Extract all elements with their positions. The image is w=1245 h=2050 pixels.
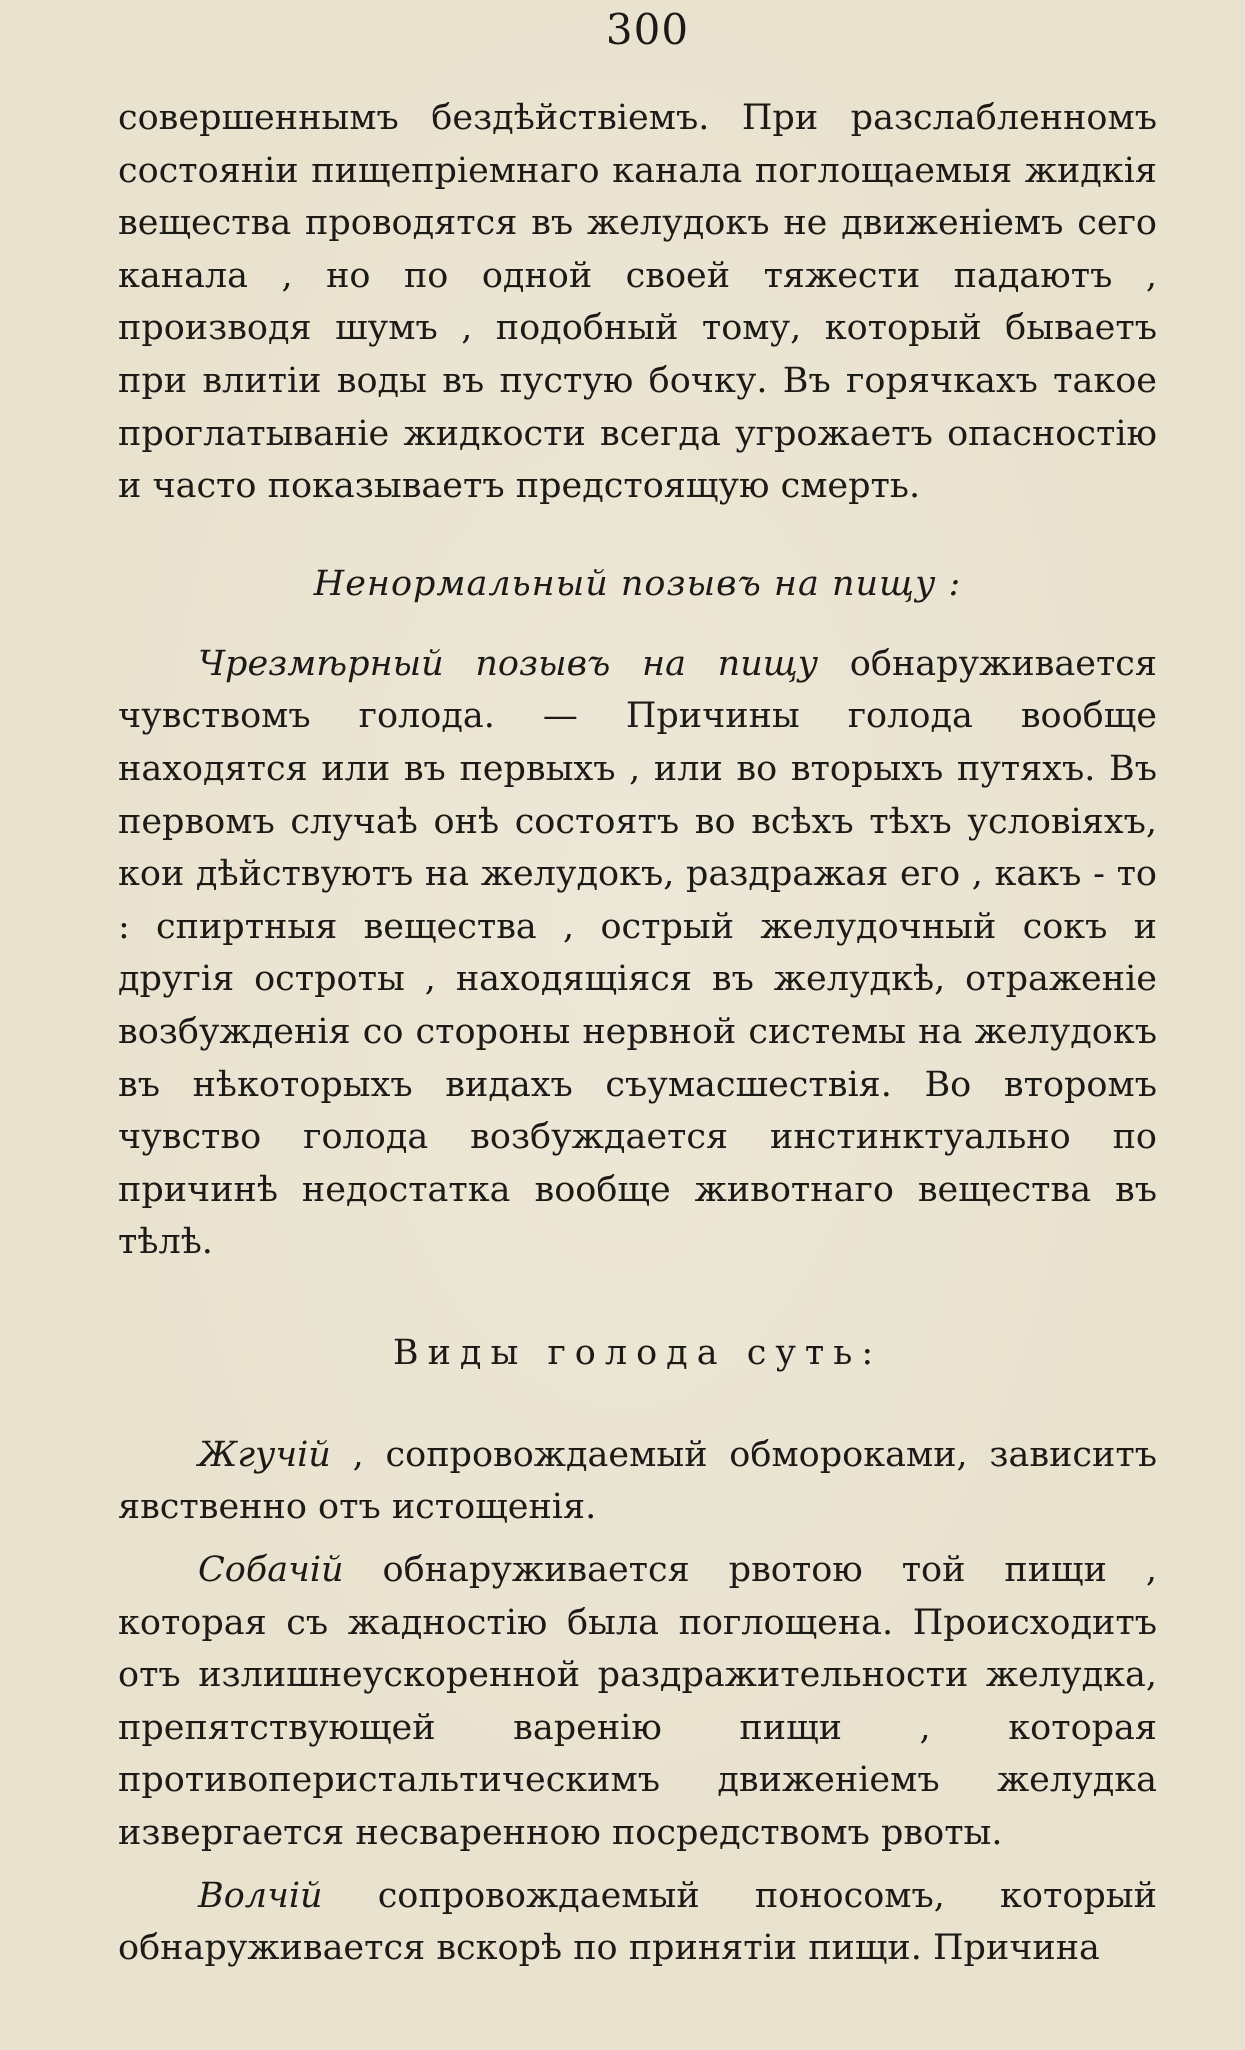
paragraph-swallowing: совершеннымъ бездѣйствіемъ. При разслабленномъ состояніи пищепріемнаго канала поглощаемыя жидкія вещества проводятся въ желудокъ не движеніемъ сего канала , но по одной своей тяжести падаютъ , производя шумъ , подобный тому, который бываетъ при влитіи воды въ пустую бочку. Въ горячкахъ такое проглатываніе жидкости всегда угрожаетъ опасностію и часто показываетъ предстоящую смерть.	[118, 98, 1157, 507]
paragraph-canine-hunger-text: обнаруживается рвотою той пищи , которая съ жадностію была поглощена. Происходитъ отъ излишнеускоренной раздражительности желудка, препятствующей варенію пищи , которая противоперистальтическимъ движеніемъ желудка извергается несваренною посредствомъ рвоты.	[118, 1550, 1157, 1854]
page-body	[118, 92, 1157, 1975]
term-canine-hunger: Собачій	[198, 1550, 344, 1591]
paragraph-wolf-hunger-text: сопровождаемый поносомъ, который обнаруживается вскорѣ по принятіи пищи. Причина	[118, 1875, 1157, 1969]
term-excessive-appetite: Чрезмѣрный позывъ на пищу	[198, 643, 819, 684]
paragraph-excessive-appetite-text: обнаруживается чувствомъ голода. — Причины голода вообще находятся или въ первыхъ , или во вторыхъ путяхъ. Въ первомъ случаѣ онѣ состоятъ во всѣхъ тѣхъ условіяхъ, кои дѣйствуютъ на желудокъ, раздражая его , какъ - то : спиртныя вещества , острый желудочный сокъ и другія остроты , находящіяся въ желудкѣ, отраженіе возбужденія со стороны нервной системы на желудокъ въ нѣкоторыхъ видахъ съумасшествія. Во второмъ чувство голода возбуждается инстинктуально по причинѣ недостатка вообще животнаго вещества въ тѣлѣ.	[118, 643, 1157, 1263]
paragraph-excessive-appetite	[118, 638, 1157, 1269]
paragraph-burning-hunger	[118, 1429, 1157, 1534]
paragraph-wolf-hunger	[118, 1870, 1157, 1975]
page-number: 300	[605, 5, 690, 54]
term-burning-hunger: Жгучій	[198, 1434, 331, 1475]
section-heading-abnormal-appetite: Ненормальный позывъ на пищу :	[313, 563, 962, 604]
term-wolf-hunger: Волчій	[198, 1875, 323, 1916]
paragraph-canine-hunger	[118, 1544, 1157, 1860]
section-heading-hunger-types: Виды голода суть:	[392, 1332, 883, 1373]
paragraph-burning-hunger-text: , сопровождаемый обмороками, зависитъ явственно отъ истощенія.	[118, 1434, 1157, 1528]
